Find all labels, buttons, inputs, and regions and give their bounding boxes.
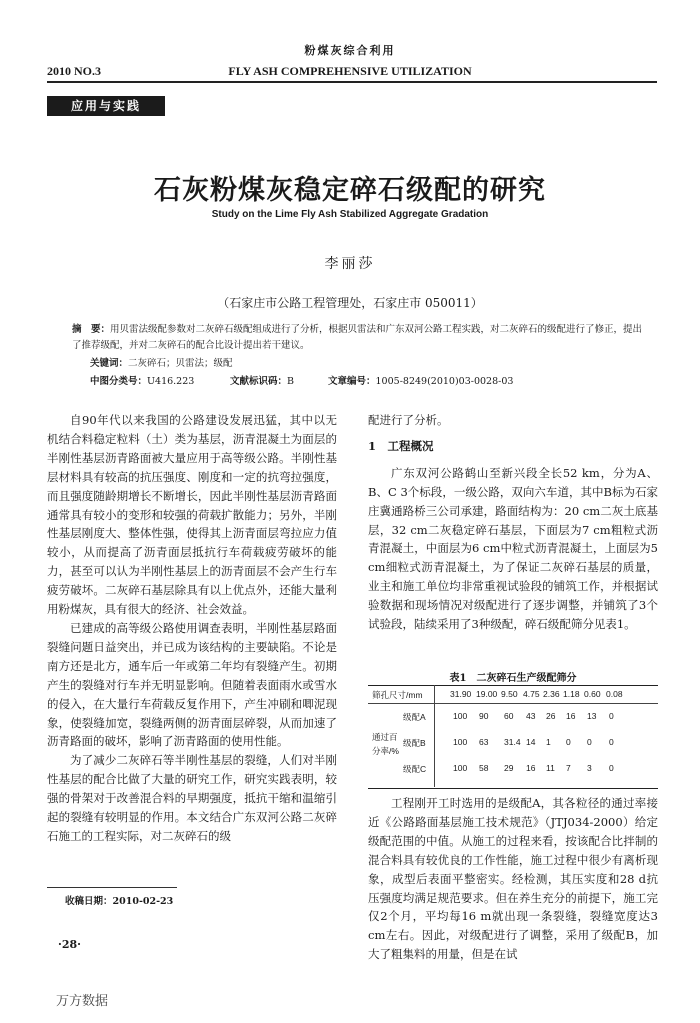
article-no-value: 1005-8249(2010)03-0028-03 (375, 376, 514, 387)
table-cell: 29 (504, 763, 514, 773)
table-cell: 31.4 (504, 737, 521, 747)
received-date: 收稿日期：2010-02-23 (65, 896, 174, 907)
keywords (90, 356, 233, 372)
table-header-label: 筛孔尺寸/mm (372, 690, 423, 700)
clc-value: U416.223 (147, 376, 195, 387)
table-header-sieve: 9.50 (501, 689, 518, 699)
table-cell: 100 (453, 711, 468, 721)
table-header-sieve: 0.60 (584, 689, 601, 699)
paragraph: 工程刚开工时选用的是级配A，其各粒径的通过率接近《公路路面基层施工技术规范》（JTJ034-2000）给定级配范围的中值。从施工的过程来看，按该配合比拌制的混合料具有较优良的工作性能，施工过程中很少有离析现象，成型后表面平整密实。经检测，其压实度和28 d抗压强度均满足规范要求。但在养生充分的前提下，施工完仅2个月，平均每16 m就出现一条裂缝，裂缝宽度达3 cm左右。因此，对级配进行了调整，采用了级配B，加大了粗集料的用量，但是在试 (368, 796, 658, 962)
clc-label: 中图分类号： (90, 376, 148, 387)
table-cell: 100 (453, 737, 468, 747)
table-row-label: 通过百 (372, 732, 398, 742)
table-cell: 60 (504, 711, 514, 721)
article-number (328, 374, 513, 390)
paragraph: 广东双河公路鹤山至新兴段全长52 km，分为A、B、C 3个标段，一级公路，双向六车道，其中B标为石家庄冀通路桥三公司承建，路面结构为：20 cm二灰土底基层，32 cm二灰稳定碎石基层，下面层为7 cm粗粒式沥青混凝土，中面层为6 cm中粒式沥青混凝土，上面层为5 cm细粒式沥青混凝土，为了保证二灰碎石基层的质量，业主和施工单位均非常重视试验段的铺筑工作，并根据试验数据和现场情况对级配进行了逐步调整，并铺筑了3个试验段，陆续采用了3种级配，碎石级配筛分见表1。 (368, 465, 658, 632)
table-cell: 43 (526, 711, 536, 721)
table-column-rule (434, 685, 435, 787)
right-column-continued (368, 794, 658, 964)
document-code (230, 374, 294, 390)
table-cell: 58 (479, 763, 489, 773)
author: 李丽莎 (324, 256, 376, 272)
table-cell: 7 (566, 763, 571, 773)
table-row-name: 级配C (403, 764, 427, 774)
section-heading: 1 工程概况 (368, 438, 434, 453)
keywords-label: 关键词： (90, 358, 129, 369)
table-cell: 0 (609, 711, 614, 721)
table-cell: 3 (587, 763, 592, 773)
affiliation: （石家庄市公路工程管理处，石家庄市 050011） (217, 296, 483, 310)
doc-code-label: 文献标识码： (230, 376, 288, 387)
journal-title-en: FLY ASH COMPREHENSIVE UTILIZATION (228, 64, 472, 78)
table-row-name: 级配A (403, 712, 426, 722)
abstract (72, 322, 647, 354)
left-column (47, 411, 337, 846)
clc-number (90, 374, 194, 390)
article-title: 石灰粉煤灰稳定碎石级配的研究 (154, 175, 546, 206)
table-header-sieve: 19.00 (476, 689, 498, 699)
paragraph: 为了减少二灰碎石等半刚性基层的裂缝，人们对半刚性基层的配合比做了大量的研究工作，研究实践表明，较强的骨架对于改善混合料的早期强度，抵抗干缩和温缩引起的裂缝有较明显的作用。本文结合广东双河公路二灰碎石施工的工程实际，对二灰碎石的级 (47, 753, 337, 843)
section-tag: 应用与实践 (47, 96, 165, 116)
paragraph: 自90年代以来我国的公路建设发展迅猛，其中以无机结合料稳定粒料（土）类为基层，沥青混凝土为面层的半刚性基层沥青路面被大量应用于高等级公路。半刚性基层材料具有较高的抗压强度、刚度和一定的抗弯拉强度，而且强度随龄期增长不断增长，因此半刚性基层沥青路面通常具有较小的变形和较强的荷载扩散能力；另外，半刚性基层刚度大、整体性强，使得其上沥青面层弯拉应力值较小，从而提高了沥青面层抵抗行车荷载疲劳破坏的能力，甚至可以认为半刚性基层上的沥青面层不会产生行车疲劳破坏。二灰碎石基层除具有以上优点外，还能大量利用粉煤灰，具有很大的经济、社会效益。 (47, 413, 337, 617)
table-cell: 11 (546, 763, 555, 773)
paragraph: 配进行了分析。 (368, 413, 449, 427)
paragraph: 已建成的高等级公路使用调查表明，半刚性基层路面裂缝问题日益突出，并已成为该结构的主要缺陷。不论是南方还是北方，通车后一年或第二年均有裂缝产生。初期产生的裂缝对行车并无明显影响。但随着表面雨水或雪水的侵入，在大量行车荷载反复作用下，产生冲刷和唧泥现象，使裂缝加宽，裂缝两侧的沥青面层碎裂，从而加速了沥青路面的破坏，影响了沥青路面的使用性能。 (47, 620, 337, 749)
table-cell: 16 (566, 711, 576, 721)
table-cell: 14 (526, 737, 536, 747)
journal-title-cn: 粉煤灰综合利用 (304, 44, 396, 57)
table-cell: 90 (479, 711, 489, 721)
table-cell: 63 (479, 737, 489, 747)
table-header-sieve: 1.18 (563, 689, 580, 699)
abstract-text: 用贝雷法级配参数对二灰碎石级配组成进行了分析，根据贝雷法和广东双河公路工程实践，对二灰碎石的级配进行了修正，提出了推荐级配，并对二灰碎石的配合比设计提出若干建议。 (72, 324, 643, 351)
abstract-label: 摘 要： (72, 324, 111, 335)
table-header-sieve: 4.75 (523, 689, 540, 699)
table-header-sieve: 2.36 (543, 689, 560, 699)
table-cell: 26 (546, 711, 556, 721)
article-title-en: Study on the Lime Fly Ash Stabilized Aggregate Gradation (211, 209, 489, 220)
right-column (368, 411, 658, 634)
doc-code-value: B (287, 376, 294, 387)
table-cell: 0 (587, 737, 592, 747)
footnote-rule (47, 887, 177, 888)
table-cell: 100 (453, 763, 468, 773)
table-row-name: 级配B (403, 738, 426, 748)
table-row-label: 分率/% (372, 746, 399, 756)
keywords-text: 二灰碎石；贝雷法；级配 (128, 358, 233, 369)
table-caption: 表1 二灰碎石生产级配筛分 (449, 673, 577, 684)
table-cell: 16 (526, 763, 536, 773)
table-header-rule (368, 703, 658, 704)
table-cell: 0 (609, 737, 614, 747)
article-no-label: 文章编号： (328, 376, 376, 387)
table-cell: 13 (587, 711, 597, 721)
watermark: 万方数据 (56, 994, 109, 1009)
table-header-sieve: 0.08 (606, 689, 623, 699)
journal-issue: 2010 NO.3 (47, 64, 101, 78)
table-header-sieve: 31.90 (450, 689, 472, 699)
table-cell: 1 (546, 737, 551, 747)
page-number: ·28· (58, 938, 81, 951)
header-rule (47, 81, 657, 83)
table-cell: 0 (609, 763, 614, 773)
table-cell: 0 (566, 737, 571, 747)
